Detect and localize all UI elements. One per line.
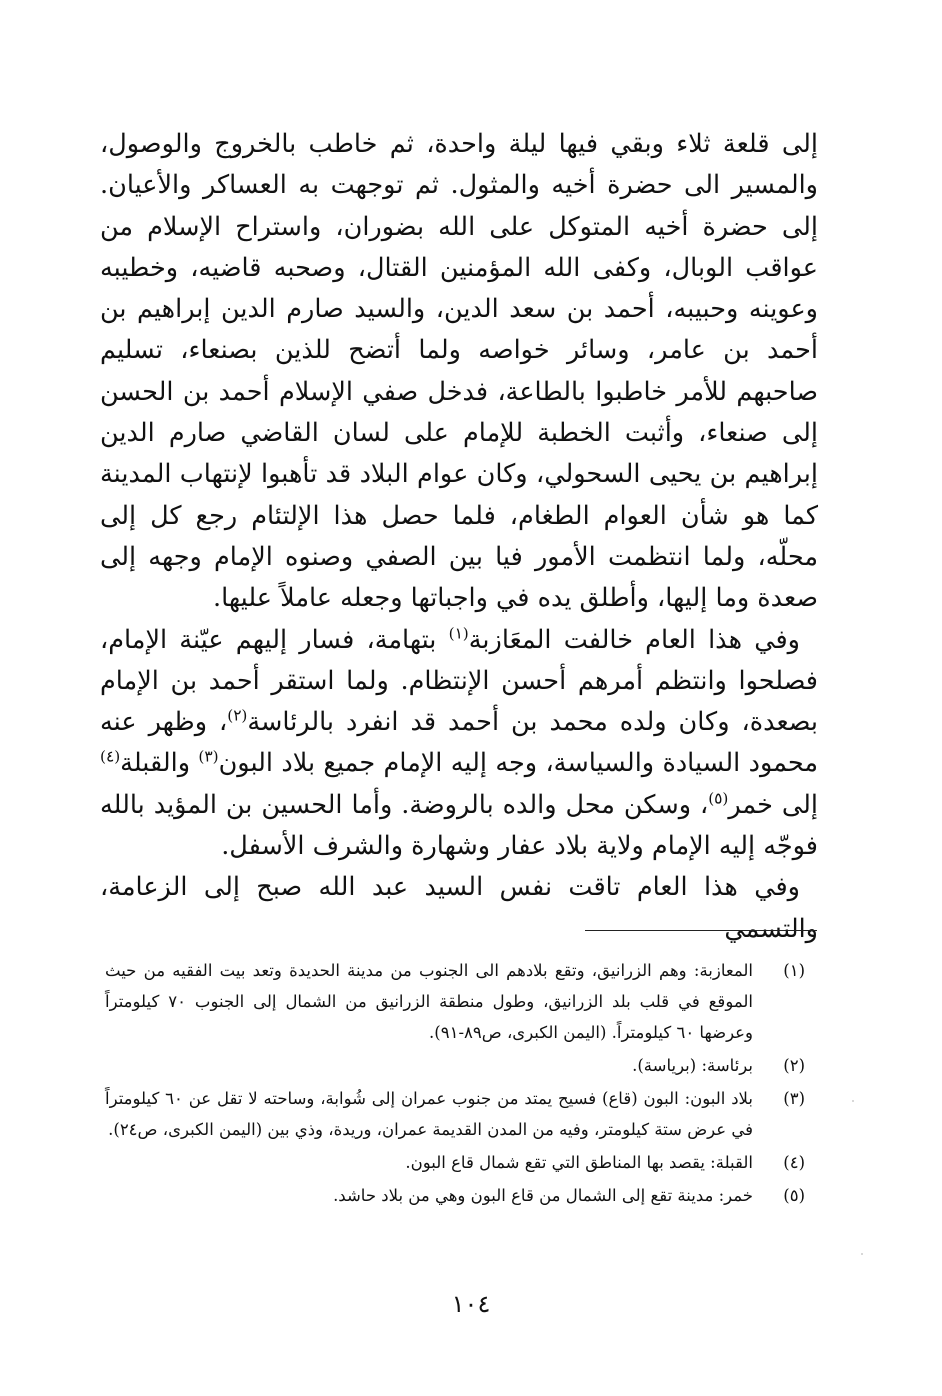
footnote-ref-4: (٤) <box>100 747 121 766</box>
body-paragraph-3: وفي هذا العام تاقت نفس السيد عبد الله صبح إلى الزعامة، والتسمي <box>100 872 818 944</box>
footnote-text: خمر: مدينة تقع إلى الشمال من قاع البون وهي من بلاد حاشد. <box>333 1186 753 1205</box>
footnote-text: المعازبة: وهم الزرانيق، وتقع بلادهم الى الجنوب من مدينة الحديدة وتعد بيت الفقيه من حيث الموقع في قلب بلد الزرانيق، وطول منطقة الزرانيق من الشمال إلى الجنوب ٧٠ كيلومتراً وعرضها ٦٠ كيلومتراً. (اليمن الكبرى، ص٨٩-٩١). <box>105 961 753 1042</box>
footnote-text: برئاسة: (برياسة). <box>632 1056 753 1075</box>
body-paragraph-1: إلى قلعة ثلاء وبقي فيها ليلة واحدة، ثم خاطب بالخروج والوصول، والمسير الى حضرة أخيه والمثول. ثم توجهت به العساكر والأعيان. إلى حضرة أخيه المتوكل على الله بضوران، واستراح الإسلام من عواقب الوبال، وكفى الله المؤمنين القتال، وصحبه قاضيه، وخطيبه وعوينه وحبيبه، أحمد بن سعد الدين، والسيد صارم الدين إبراهيم بن أحمد بن عامر، وسائر خواصه ولما أتضح للذين بصنعاء، تسليم صاحبهم للأمر خاطبوا بالطاعة، فدخل صفي الإسلام أحمد بن الحسن إلى صنعاء، وأثبت الخطبة للإمام على لسان القاضي صارم الدين إبراهيم بن يحيى السحولي، وكان عوام البلاد قد تأهبوا لإنتهاب المدينة كما هو شأن العوام الطغام، فلما حصل هذا الإلتئام رجع كل إلى محلّه، ولما انتظمت الأمور فيا بين الصفي وصنوه الإمام وجهه إلى صعدة وما إليها، وأطلق يده في واجباتها وجعله عاملاً عليها. <box>100 129 818 614</box>
footnotes-section <box>105 955 805 1213</box>
body-paragraph-2-part-a: وفي هذا العام خالفت المعَازبة <box>468 624 800 655</box>
footnote-ref-3: (٣) <box>198 747 219 766</box>
footnote-3 <box>105 1083 805 1145</box>
footnote-text: بلاد البون: البون (قاع) فسيح يمتد من جنوب عمران إلى شُوابة، وساحته لا تقل عن ٦٠ كيلومتراً في عرض ستة كيلومتر، وفيه من المدن القديمة عمران، وريدة، وذي بين (اليمن الكبرى، ص٢٤). <box>105 1089 753 1139</box>
footnote-4 <box>105 1147 805 1178</box>
footnote-divider <box>585 930 817 931</box>
page-number: ١٠٤ <box>451 1290 491 1318</box>
footnote-number: (١) <box>783 961 805 980</box>
footnote-1 <box>105 955 805 1048</box>
footnote-number: (٢) <box>783 1056 805 1075</box>
footnote-text: القبلة: يقصد بها المناطق التي تقع شمال قاع البون. <box>405 1153 753 1172</box>
scan-speck <box>861 1253 863 1255</box>
footnote-number: (٤) <box>783 1153 805 1172</box>
body-paragraph-2-part-f: ، وسكن محل والده بالروضة. وأما الحسين بن المؤيد بالله فوجّه إليه الإمام ولاية بلاد عفار وشهارة والشرف الأسفل. <box>100 789 818 862</box>
body-paragraph-2-part-e: إلى خمر <box>728 789 818 820</box>
footnote-ref-1: (١) <box>448 624 469 643</box>
footnote-ref-5: (٥) <box>708 789 729 808</box>
footnote-ref-2: (٢) <box>227 706 248 725</box>
main-body-text <box>100 124 818 950</box>
body-paragraph-2-part-b: بتهامة، فسار إليهم عيّنة الإمام، فصلحوا وانتظم أمرهم أحسن الإنتظام. ولما استقر أحمد بن الإمام بصعدة، وكان ولده محمد بن أحمد قد انفرد بالرئاسة <box>100 624 818 738</box>
body-paragraph-2-part-c: ، وظهر عنه محمود السيادة والسياسة، وجه إليه الإمام جميع بلاد البون <box>100 707 819 779</box>
footnote-number: (٣) <box>783 1089 805 1108</box>
body-paragraph-2 <box>100 620 818 868</box>
scan-speck <box>852 1100 854 1102</box>
body-paragraph-2-part-d: والقبلة <box>120 748 199 779</box>
footnote-number: (٥) <box>783 1186 805 1205</box>
footnote-2 <box>105 1050 805 1081</box>
footnote-5 <box>105 1180 805 1211</box>
